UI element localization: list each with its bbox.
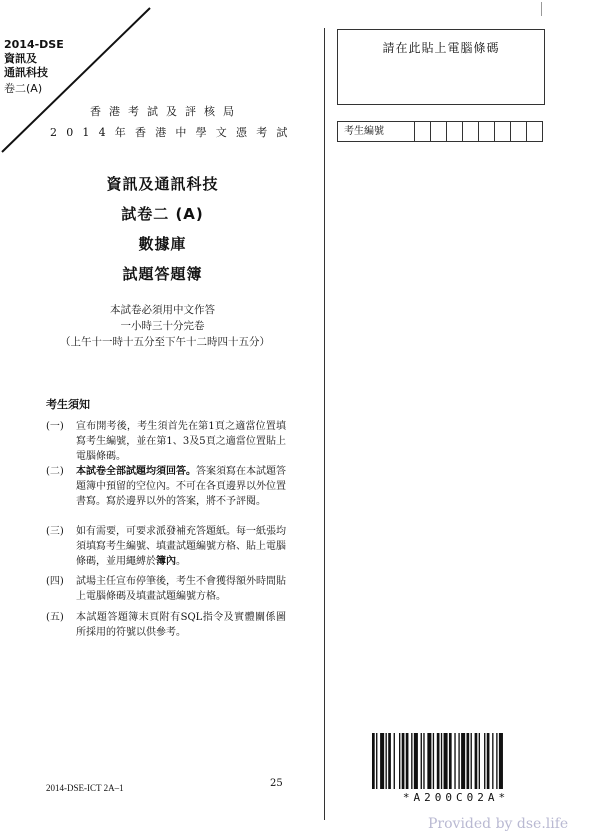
barcode-bar (458, 733, 459, 789)
booklet-title: 試題答題簿 (122, 265, 203, 283)
notice-item-body: 答案須寫在本試題答題簿中預留的空位內。不可在各頁邊界以外位置書寫。寫於邊界以外的答案，將不予評閱。 (76, 466, 286, 507)
barcode-bar (414, 733, 418, 789)
language-instructions (60, 302, 270, 350)
barcode-bar (496, 733, 497, 789)
candidate-digit-cell (431, 122, 447, 141)
barcode-text: *A200C02A* (402, 791, 510, 804)
barcode-bar (386, 733, 387, 789)
corner-year: 2014-DSE (4, 38, 64, 51)
paper-code: 2014-DSE-ICT 2A–1 (46, 783, 124, 793)
exam-name: 2014年香港中學文憑考試 (50, 126, 297, 139)
notice-item-text: 試場主任宣布停筆後，考生不會獲得額外時間貼上電腦條碼及填畫試題編號方格。 (76, 576, 286, 602)
barcode-bar (449, 733, 452, 789)
barcode-bar (475, 733, 478, 789)
barcode-sticker-box (337, 29, 545, 105)
barcode-bar (388, 733, 391, 789)
barcode-bar (423, 733, 424, 789)
page-number: 25 (270, 778, 283, 789)
provided-by-watermark: Provided by dse.life (428, 816, 569, 832)
corner-paper: 卷二(A) (4, 82, 43, 95)
language-line: 本試卷必須用中文作答 (110, 304, 215, 316)
notice-item-emphasis: 本試卷全部試題均須回答。 (76, 466, 196, 477)
topic-title: 數據庫 (138, 235, 187, 253)
notice-item-body: 如有需要，可要求派發補充答題紙。每一紙張均須填寫考生編號、填畫試題編號方格、貼上電腦條碼，並用繩縛於 (76, 526, 286, 567)
barcode-bar (402, 733, 405, 789)
paper-titles (60, 173, 265, 293)
notice-title: 考生須知 (46, 398, 90, 411)
notice-item-text (76, 524, 286, 569)
barcode-bar (376, 733, 377, 789)
corner-subject-1: 資訊及 (4, 52, 37, 65)
barcode-bar (411, 733, 412, 789)
notice-item-emphasis: 簿內 (156, 556, 176, 567)
margin-line (324, 28, 325, 820)
barcode-bar (499, 733, 503, 789)
duration-line: 一小時三十分完卷 (120, 320, 205, 332)
candidate-digit-cell (527, 122, 542, 141)
authority-name: 香港考試及評核局 (90, 105, 242, 118)
time-line: （上午十一時十五分至下午十二時四十五分） (60, 336, 270, 348)
notice-item-number: (四) (46, 576, 64, 587)
barcode-bar (406, 733, 409, 789)
corner-subject-2: 通訊科技 (4, 66, 48, 79)
barcode-bar (372, 733, 375, 789)
barcode-bar (492, 733, 493, 789)
candidate-digit-cell (495, 122, 511, 141)
barcode-bar (399, 733, 400, 789)
candidate-number-box (337, 121, 543, 142)
barcode-image (372, 733, 540, 789)
candidate-digit-cell (511, 122, 527, 141)
candidate-digit-cell (463, 122, 479, 141)
notice-item-number: (二) (46, 466, 64, 477)
paper-title: 試卷二 (A) (121, 205, 204, 223)
corner-label (4, 38, 64, 96)
notice-item-text: 宣布開考後，考生須首先在第1頁之適當位置填寫考生編號，並在第1、3及5頁之適當位置貼上電腦條碼。 (76, 421, 286, 462)
barcode-bar (487, 733, 490, 789)
notice-item (46, 524, 306, 569)
notice-item (46, 574, 306, 604)
barcode-sticker-label: 請在此貼上電腦條碼 (382, 41, 500, 55)
candidate-number-label: 考生編號 (338, 122, 415, 141)
barcode-bar (394, 733, 395, 789)
notice-item-number: (五) (46, 612, 64, 623)
barcode-bar (380, 733, 384, 789)
barcode-bar (471, 733, 472, 789)
barcode-bar (444, 733, 448, 789)
notice-item (46, 419, 306, 464)
notice-item-text (76, 464, 286, 509)
barcode-bar (484, 733, 485, 789)
barcode-bar (461, 733, 465, 789)
barcode-bar (421, 733, 422, 789)
barcode-bar (454, 733, 455, 789)
candidate-digit-cell (415, 122, 431, 141)
subject-title: 資訊及通訊科技 (106, 175, 219, 193)
notice-item (46, 610, 306, 640)
notice-item-number: (一) (46, 421, 64, 432)
barcode-bar (427, 733, 431, 789)
notice-item-text: 本試題答題簿末頁附有SQL指令及實體關係圖所採用的符號以供參考。 (76, 612, 286, 638)
candidate-digit-cell (447, 122, 463, 141)
barcode-bar (437, 733, 440, 789)
candidate-digit-cell (479, 122, 495, 141)
barcode-bar (441, 733, 442, 789)
barcode-bar (433, 733, 434, 789)
barcode-bar (467, 733, 470, 789)
top-tick-mark (541, 2, 542, 16)
notice-item (46, 464, 306, 509)
barcode-bar (479, 733, 480, 789)
notice-item-body-end: 。 (176, 556, 186, 567)
notice-item-number: (三) (46, 526, 64, 537)
